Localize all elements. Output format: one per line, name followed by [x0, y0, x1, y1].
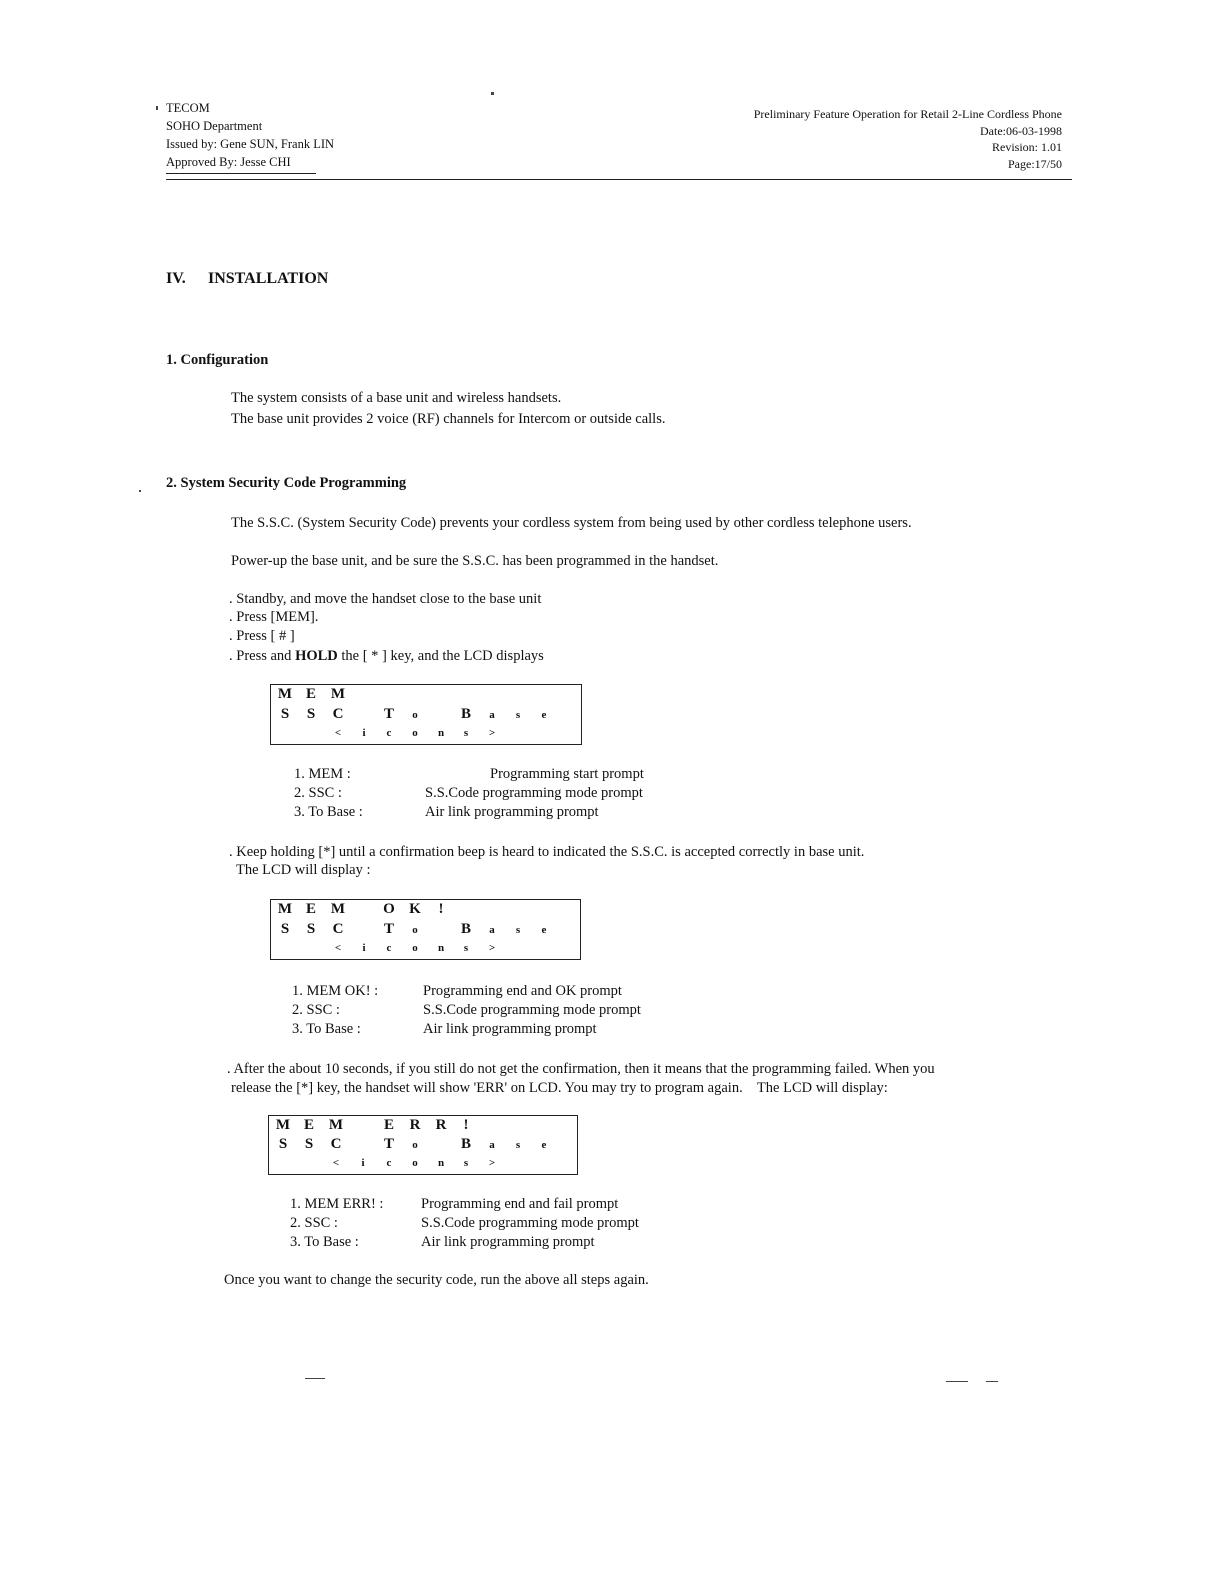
lcd-char: M: [330, 901, 346, 917]
legend-item: [294, 766, 694, 785]
approved-underline: [166, 173, 316, 174]
section-number: IV.: [166, 270, 186, 287]
configuration-heading: 1. Configuration: [166, 352, 269, 368]
legend-description: S.S.Code programming mode prompt: [425, 785, 643, 801]
lcd-char: i: [362, 942, 366, 954]
legend-item: [290, 1215, 690, 1234]
lcd-char: M: [328, 1117, 344, 1133]
lcd-char: o: [412, 924, 418, 936]
step-press-mem: . Press [MEM].: [229, 609, 319, 625]
lcd-char: o: [412, 1157, 418, 1169]
lcd-char: i: [361, 1157, 365, 1169]
legend-description: Air link programming prompt: [423, 1021, 597, 1037]
lcd-char: M: [330, 686, 346, 702]
lcd-char: O: [383, 901, 395, 917]
page-number: Page:17/50: [1008, 156, 1062, 171]
legend-item: [292, 1021, 692, 1040]
lcd-char: s: [515, 924, 521, 936]
lcd-char: i: [362, 727, 366, 739]
lcd-row-3: [271, 725, 581, 744]
lcd-char: B: [460, 1136, 471, 1152]
legend-item: [292, 983, 692, 1002]
legend-item: [290, 1234, 690, 1253]
legend-label: 2. SSC :: [292, 1002, 340, 1018]
step-press-hold-after: the [ * ] key, and the LCD displays: [337, 648, 544, 664]
lcd-char: M: [277, 686, 293, 702]
lcd-char: S: [304, 1136, 314, 1152]
lcd-char: s: [463, 942, 469, 954]
legend-label: 3. To Base :: [294, 804, 363, 820]
legend-description: Air link programming prompt: [421, 1234, 595, 1250]
step-press-hash: . Press [ # ]: [229, 628, 295, 644]
lcd-char: <: [332, 1157, 340, 1169]
document-revision: Revision: 1.01: [991, 140, 1062, 154]
lcd-will-display: The LCD will display :: [236, 862, 371, 878]
ssc-powerup: Power-up the base unit, and be sure the S.S.C. has been programmed in the handset.: [231, 553, 719, 569]
lcd-char: c: [386, 942, 392, 954]
header-right: [754, 106, 1062, 172]
scan-speck: [139, 490, 141, 492]
lcd-row-1: [271, 686, 581, 705]
step-press-hold: [229, 648, 544, 665]
scan-speck: [491, 92, 494, 95]
legend-label: 2. SSC :: [294, 785, 342, 801]
lcd-char: S: [306, 706, 316, 722]
lcd-char: n: [437, 727, 445, 739]
header-divider: [166, 179, 1072, 180]
lcd-char: c: [386, 727, 392, 739]
legend-item: [294, 804, 694, 823]
lcd-row-2: [271, 921, 580, 940]
lcd-char: a: [489, 709, 495, 721]
legend-label: 3. To Base :: [292, 1021, 361, 1037]
lcd-row-2: [269, 1136, 577, 1155]
lcd-display-start: [270, 684, 582, 745]
lcd-char: T: [383, 1136, 394, 1152]
lcd-char: a: [489, 924, 495, 936]
legend-item: [290, 1196, 690, 1215]
lcd-char: e: [541, 924, 547, 936]
legend-label: 1. MEM OK! :: [292, 983, 379, 999]
legend-description: S.S.Code programming mode prompt: [421, 1215, 639, 1231]
legend-start: [294, 766, 694, 823]
lcd-row-3: [271, 940, 580, 959]
issued-by: Issued by: Gene SUN, Frank LIN: [166, 137, 335, 151]
lcd-char: K: [409, 901, 421, 917]
scan-speck: [156, 106, 158, 110]
lcd-char: s: [463, 1157, 469, 1169]
lcd-char: o: [412, 727, 418, 739]
keep-holding-text: . Keep holding [*] until a confirmation beep is heard to indicated the S.S.C. is accepted correctly in base unit.: [229, 844, 865, 860]
lcd-char: M: [277, 901, 293, 917]
lcd-display-ok: [270, 899, 581, 960]
scan-speck: [986, 1381, 998, 1382]
lcd-char: M: [275, 1117, 291, 1133]
legend-ok: [292, 983, 692, 1040]
lcd-char: S: [306, 921, 316, 937]
legend-description: Air link programming prompt: [425, 804, 599, 820]
configuration-line-1: The system consists of a base unit and wireless handsets.: [231, 390, 562, 406]
lcd-char: R: [409, 1117, 421, 1133]
legend-label: 1. MEM ERR! :: [290, 1196, 384, 1212]
lcd-char: C: [332, 706, 344, 722]
step-press-hold-bold: HOLD: [295, 648, 338, 664]
lcd-char: n: [437, 1157, 445, 1169]
step-standby: . Standby, and move the handset close to the base unit: [229, 591, 542, 607]
lcd-char: !: [438, 901, 444, 917]
after-text-line-2: release the [*] key, the handset will show 'ERR' on LCD. You may try to program again. The LCD will display:: [231, 1080, 888, 1096]
lcd-char: e: [541, 1139, 547, 1151]
lcd-char: >: [488, 727, 496, 739]
lcd-char: s: [515, 1139, 521, 1151]
lcd-char: R: [435, 1117, 447, 1133]
legend-description: S.S.Code programming mode prompt: [423, 1002, 641, 1018]
configuration-line-2: The base unit provides 2 voice (RF) channels for Intercom or outside calls.: [231, 411, 666, 427]
lcd-char: c: [386, 1157, 392, 1169]
lcd-char: >: [488, 1157, 496, 1169]
department: SOHO Department: [166, 119, 263, 133]
section-title: [166, 270, 328, 288]
lcd-char: a: [489, 1139, 495, 1151]
lcd-char: E: [305, 686, 316, 702]
lcd-char: T: [383, 921, 394, 937]
lcd-char: >: [488, 942, 496, 954]
lcd-char: n: [437, 942, 445, 954]
legend-label: 3. To Base :: [290, 1234, 359, 1250]
lcd-char: E: [305, 901, 316, 917]
document-date: Date:06-03-1998: [980, 123, 1062, 138]
closing-text: Once you want to change the security code, run the above all steps again.: [224, 1272, 649, 1288]
lcd-char: e: [541, 709, 547, 721]
legend-item: [294, 785, 694, 804]
legend-label: 2. SSC :: [290, 1215, 338, 1231]
lcd-char: E: [383, 1117, 394, 1133]
approved-by: Approved By: Jesse CHI: [166, 155, 291, 169]
lcd-char: o: [412, 1139, 418, 1151]
lcd-char: C: [330, 1136, 342, 1152]
lcd-char: C: [332, 921, 344, 937]
scan-speck: [946, 1381, 968, 1382]
lcd-char: B: [460, 706, 471, 722]
lcd-char: s: [463, 727, 469, 739]
lcd-row-1: [271, 901, 580, 920]
legend-label: 1. MEM :: [294, 766, 351, 782]
legend-description: Programming start prompt: [490, 766, 644, 782]
lcd-char: S: [280, 921, 290, 937]
lcd-row-3: [269, 1155, 577, 1174]
document-title: Preliminary Feature Operation for Retail 2-Line Cordless Phone: [753, 107, 1062, 121]
lcd-char: E: [303, 1117, 314, 1133]
after-text-line-1: . After the about 10 seconds, if you still do not get the confirmation, then it means that the programming failed. When you: [227, 1061, 935, 1077]
legend-item: [292, 1002, 692, 1021]
legend-err: [290, 1196, 690, 1253]
lcd-char: S: [278, 1136, 288, 1152]
section-name: INSTALLATION: [208, 270, 329, 287]
lcd-char: o: [412, 709, 418, 721]
lcd-char: !: [463, 1117, 469, 1133]
legend-description: Programming end and fail prompt: [421, 1196, 619, 1212]
lcd-char: B: [460, 921, 471, 937]
ssc-intro: The S.S.C. (System Security Code) prevents your cordless system from being used by other cordless telephone users.: [231, 515, 912, 531]
lcd-char: s: [515, 709, 521, 721]
lcd-char: o: [412, 942, 418, 954]
step-press-hold-before: . Press and: [229, 648, 296, 664]
legend-description: Programming end and OK prompt: [423, 983, 622, 999]
ssc-heading: 2. System Security Code Programming: [166, 475, 407, 491]
lcd-char: <: [334, 727, 342, 739]
company-name: TECOM: [166, 101, 210, 115]
lcd-char: T: [383, 706, 394, 722]
header-left: [166, 99, 334, 171]
lcd-row-1: [269, 1117, 577, 1136]
lcd-row-2: [271, 706, 581, 725]
scan-speck: [305, 1378, 325, 1379]
lcd-display-err: [268, 1115, 578, 1175]
lcd-char: <: [334, 942, 342, 954]
lcd-char: S: [280, 706, 290, 722]
